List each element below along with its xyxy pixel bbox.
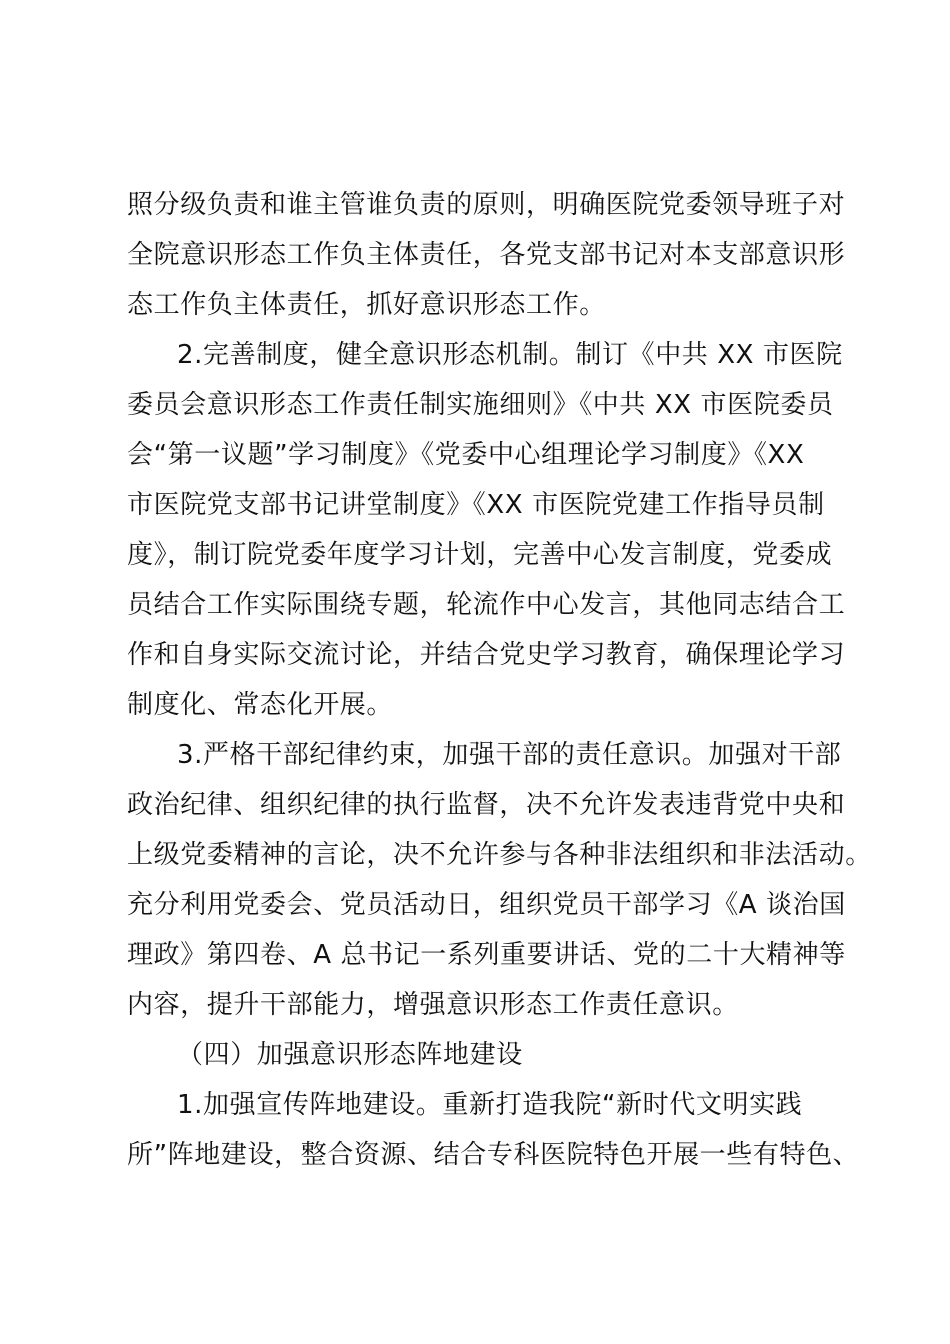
text-line: 理政》第四卷、A 总书记一系列重要讲话、党的二十大精神等 xyxy=(127,940,846,970)
text-line: 上级党委精神的言论，决不允许参与各种非法组织和非法活动。 xyxy=(127,840,872,870)
text-line: 会“第一议题”学习制度》《党委中心组理论学习制度》《XX xyxy=(127,440,805,470)
text-line: 态工作负主体责任，抓好意识形态工作。 xyxy=(127,290,606,320)
text-line: 员结合工作实际围绕专题，轮流作中心发言，其他同志结合工 xyxy=(127,590,846,620)
text-line: 市医院党支部书记讲堂制度》《XX 市医院党建工作指导员制 xyxy=(127,490,825,520)
text-line: 充分利用党委会、党员活动日，组织党员干部学习《A 谈治国 xyxy=(127,890,846,920)
paragraph-start-line: 1.加强宣传阵地建设。重新打造我院“新时代文明实践 xyxy=(177,1090,803,1120)
text-line: 所”阵地建设，整合资源、结合专科医院特色开展一些有特色、 xyxy=(127,1140,860,1170)
text-line: 全院意识形态工作负主体责任，各党支部书记对本支部意识形 xyxy=(127,240,846,270)
text-line: 制度化、常态化开展。 xyxy=(127,690,394,720)
paragraph-start-line: 3.严格干部纪律约束，加强干部的责任意识。加强对干部 xyxy=(177,740,842,770)
text-line: 委员会意识形态工作责任制实施细则》《中共 XX 市医院委员 xyxy=(127,390,834,420)
section-heading: （四）加强意识形态阵地建设 xyxy=(177,1040,523,1070)
text-line: 照分级负责和谁主管谁负责的原则，明确医院党委领导班子对 xyxy=(127,190,846,220)
text-line: 度》，制订院党委年度学习计划，完善中心发言制度，党委成 xyxy=(127,540,833,570)
text-line: 作和自身实际交流讨论，并结合党史学习教育，确保理论学习 xyxy=(127,640,846,670)
text-line: 内容，提升干部能力，增强意识形态工作责任意识。 xyxy=(127,990,739,1020)
text-line: 政治纪律、组织纪律的执行监督，决不允许发表违背党中央和 xyxy=(127,790,846,820)
paragraph-start-line: 2.完善制度，健全意识形态机制。制订《中共 XX 市医院 xyxy=(177,340,843,370)
